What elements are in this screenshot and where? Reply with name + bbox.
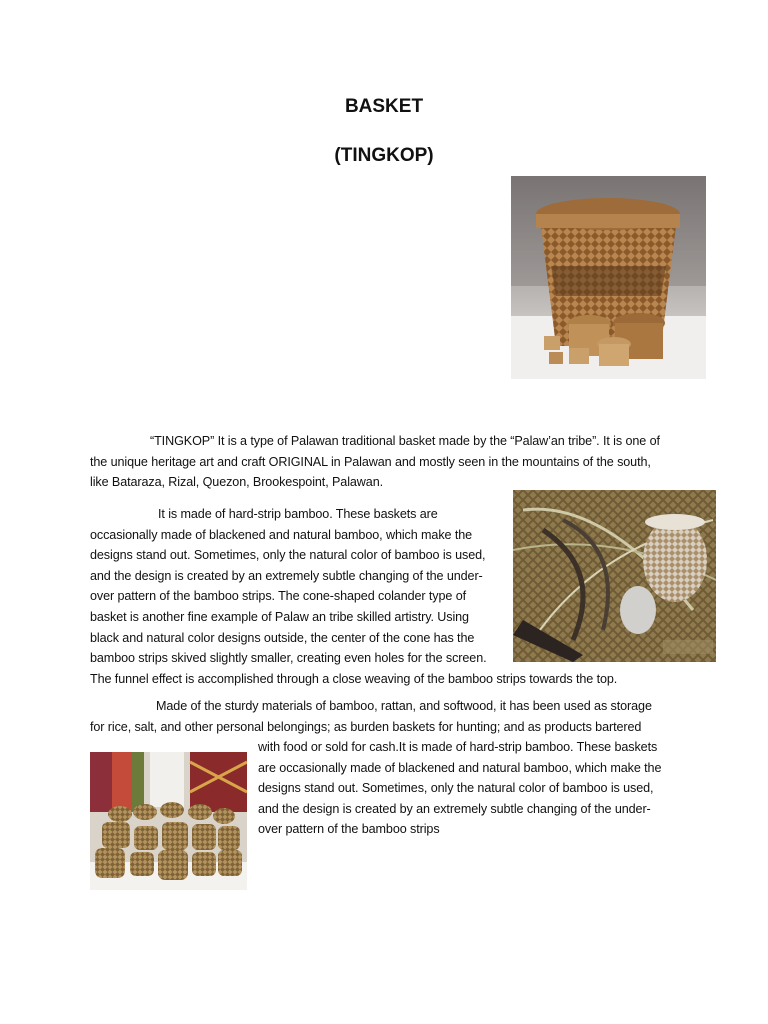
document-title: BASKET: [344, 96, 424, 117]
paragraph-materials: [90, 504, 690, 689]
document-subtitle: (TINGKOP): [334, 145, 434, 166]
paragraph-line: are occasionally made of blackened and natural bamboo, which make the: [258, 760, 662, 775]
paragraph-line: the unique heritage art and craft ORIGINAL in Palawan and mostly seen in the mountains of the south,: [90, 454, 651, 469]
paragraph-line: basket is another fine example of Palaw an tribe skilled artistry. Using: [90, 609, 469, 624]
paragraph-line: with food or sold for cash.It is made of hard-strip bamboo. These baskets: [258, 740, 658, 754]
paragraph-line: over pattern of the bamboo strips. The cone-shaped colander type of: [90, 589, 467, 604]
paragraph-line: designs stand out. Sometimes, only the natural color of bamboo is used,: [258, 781, 654, 796]
paragraph-line: and the design is created by an extremely subtle changing of the under-: [90, 568, 483, 583]
paragraph-line: and the design is created by an extremely subtle changing of the under-: [258, 801, 651, 816]
basket-display-photo: [90, 752, 247, 890]
paragraph-line: The funnel effect is accomplished through a close weaving of the bamboo strips towards the top.: [90, 671, 618, 686]
paragraph-line: bamboo strips skived slightly smaller, creating even holes for the screen.: [90, 651, 487, 666]
paragraph-uses: [90, 696, 690, 737]
paragraph-intro: [90, 431, 690, 493]
paragraph-line: for rice, salt, and other personal belongings; as burden baskets for hunting; and as products bartered: [90, 719, 642, 734]
paragraph-uses-continued: [258, 737, 678, 840]
paragraph-line: It is made of hard-strip bamboo. These baskets are: [158, 507, 438, 521]
paragraph-line: Made of the sturdy materials of bamboo, rattan, and softwood, it has been used as storage: [156, 699, 652, 713]
paragraph-line: like Bataraza, Rizal, Quezon, Brookespoint, Palawan.: [90, 475, 384, 490]
paragraph-line: designs stand out. Sometimes, only the natural color of bamboo is used,: [90, 548, 486, 563]
paragraph-line: over pattern of the bamboo strips: [258, 822, 440, 837]
paragraph-line: “TINGKOP” It is a type of Palawan traditional basket made by the “Palaw’an tribe”. It is one of: [150, 434, 660, 448]
paragraph-line: occasionally made of blackened and natural bamboo, which make the: [90, 527, 473, 542]
paragraph-line: black and natural color designs outside, the center of the cone has the: [90, 630, 475, 645]
lidded-basket-set-photo: [511, 176, 706, 379]
